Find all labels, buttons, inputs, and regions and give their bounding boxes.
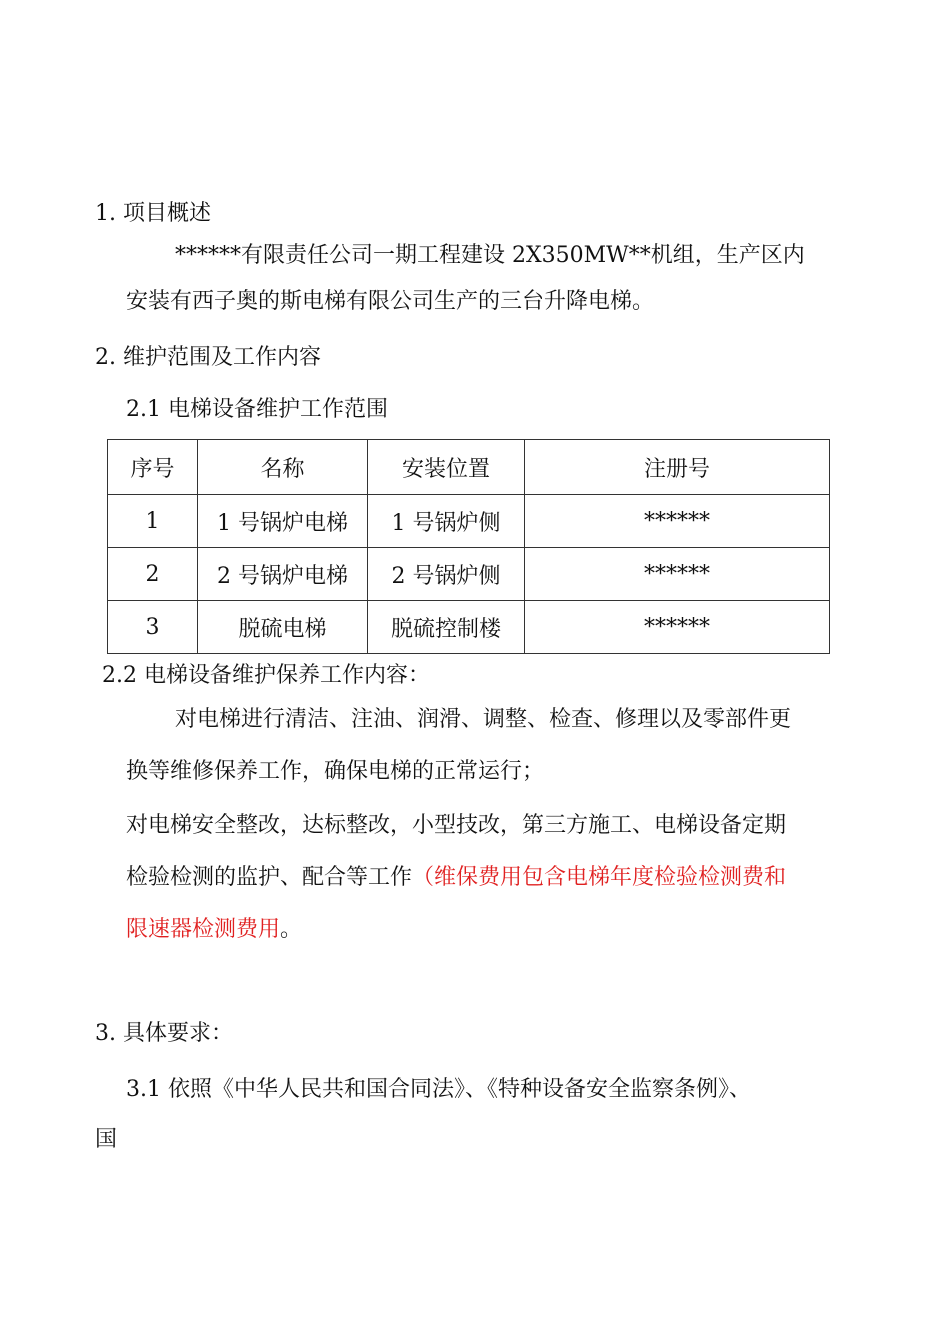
cell-index: 3 — [108, 601, 198, 654]
section-1-para-line-2: 安装有西子奥的斯电梯有限公司生产的三台升降电梯。 — [126, 289, 655, 314]
elevator-table — [107, 439, 830, 654]
section-3-1-line-2: 国 — [95, 1127, 118, 1152]
section-2-1-heading: 2.1 电梯设备维护工作范围 — [126, 397, 388, 422]
fee-note-text: （维保费用包含电梯年度检验检测费和 — [412, 865, 787, 890]
section-2-2-para-2-line-1: 对电梯安全整改，达标整改，小型技改，第三方施工、电梯设备定期 — [126, 813, 787, 838]
cell-name: 脱硫电梯 — [198, 601, 368, 654]
section-2-2-para-2-line-2 — [126, 864, 786, 892]
section-2-2-para-2-line-3 — [126, 916, 302, 944]
section-2-heading: 2. 维护范围及工作内容 — [95, 345, 321, 370]
cell-index: 2 — [108, 548, 198, 601]
fee-note-text-continued: 限速器检测费用 — [126, 917, 281, 942]
cell-location: 2 号锅炉侧 — [368, 548, 525, 601]
header-registration: 注册号 — [525, 440, 830, 495]
fee-note-end: 。 — [280, 917, 303, 942]
cell-location: 1 号锅炉侧 — [368, 495, 525, 548]
cell-registration: ****** — [525, 548, 830, 601]
section-3-heading: 3. 具体要求： — [95, 1021, 233, 1046]
section-3-1-line-1: 3.1 依照《中华人民共和国合同法》、《特种设备安全监察条例》、 — [126, 1077, 751, 1102]
table-row — [108, 495, 830, 548]
header-index: 序号 — [108, 440, 198, 495]
section-2-2-para-1-line-2: 换等维修保养工作，确保电梯的正常运行； — [126, 759, 545, 784]
table-header-row — [108, 440, 830, 495]
header-location: 安装位置 — [368, 440, 525, 495]
cell-location: 脱硫控制楼 — [368, 601, 525, 654]
para-2-line-2-text: 检验检测的监护、配合等工作 — [126, 865, 413, 890]
section-2-2-heading: 2.2 电梯设备维护保养工作内容： — [102, 663, 430, 688]
cell-index: 1 — [108, 495, 198, 548]
cell-name: 2 号锅炉电梯 — [198, 548, 368, 601]
cell-registration: ****** — [525, 495, 830, 548]
cell-registration: ****** — [525, 601, 830, 654]
cell-name: 1 号锅炉电梯 — [198, 495, 368, 548]
section-1-para-line-1: ******有限责任公司一期工程建设 2X350MW**机组，生产区内 — [175, 243, 805, 268]
table-row — [108, 548, 830, 601]
section-1-heading: 1. 项目概述 — [95, 201, 211, 226]
table-row — [108, 601, 830, 654]
header-name: 名称 — [198, 440, 368, 495]
section-2-2-para-1-line-1: 对电梯进行清洁、注油、润滑、调整、检查、修理以及零部件更 — [175, 707, 792, 732]
